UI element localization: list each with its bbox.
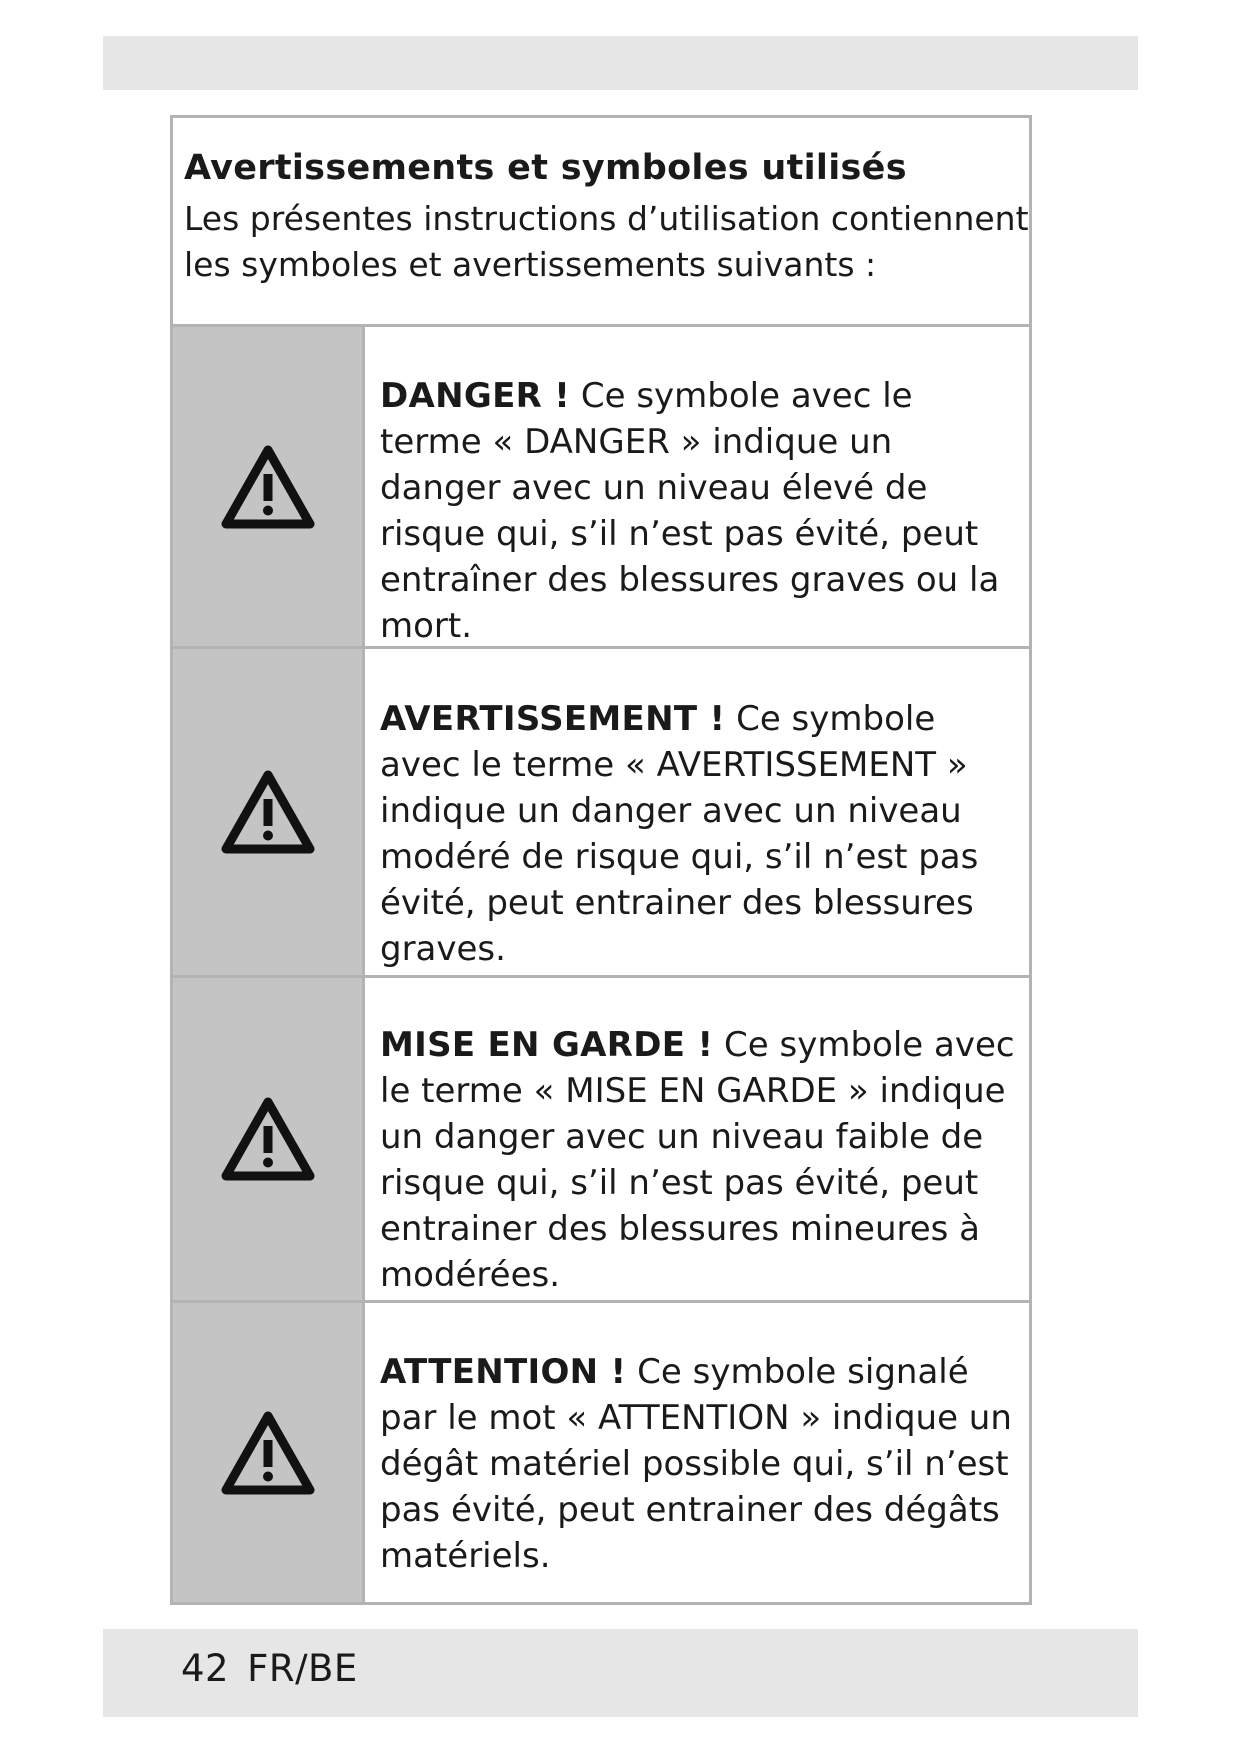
intro-text: Les présentes instructions d’utilisation contiennent les symboles et avertissements suivants : — [184, 199, 1029, 284]
warning-text: Ce symbole avec le terme « AVERTISSEMENT » indique un danger avec un niveau modéré de risque qui, s’il n’est pas évité, peut entrainer des blessures graves. — [380, 699, 979, 969]
page-footer — [181, 1647, 376, 1690]
warning-label: AVERTISSEMENT ! — [380, 699, 726, 739]
warning-label: MISE EN GARDE ! — [380, 1025, 714, 1065]
warning-triangle-icon — [220, 769, 316, 855]
intro-section — [173, 118, 1029, 327]
page-number: 42 — [181, 1647, 230, 1690]
warning-row-attention — [173, 1303, 1029, 1602]
header-band — [103, 36, 1138, 90]
warning-text: Ce symbole signalé par le mot « ATTENTION » indique un dégât matériel possible qui, s’il n’est pas évité, peut entrainer des dégâts matériels. — [380, 1352, 1012, 1576]
warning-triangle-icon — [220, 444, 316, 530]
warning-row-mise-en-garde — [173, 978, 1029, 1303]
warning-row-danger — [173, 327, 1029, 649]
warning-row-avertissement — [173, 649, 1029, 978]
warning-label: DANGER ! — [380, 376, 571, 416]
warning-text: Ce symbole avec le terme « MISE EN GARDE » indique un danger avec un niveau faible de risque qui, s’il n’est pas évité, peut entrainer des blessures mineures à modérées. — [380, 1025, 1015, 1295]
warning-label: ATTENTION ! — [380, 1352, 627, 1392]
locale-label: FR/BE — [247, 1647, 358, 1690]
section-title: Avertissements et symboles utilisés — [184, 148, 907, 188]
warning-triangle-icon — [220, 1410, 316, 1496]
warning-triangle-icon — [220, 1096, 316, 1182]
warning-text: Ce symbole avec le terme « DANGER » indique un danger avec un niveau élevé de risque qui, s’il n’est pas évité, peut entraîner des blessures graves ou la mort. — [380, 376, 1000, 646]
warnings-table — [170, 115, 1032, 1605]
